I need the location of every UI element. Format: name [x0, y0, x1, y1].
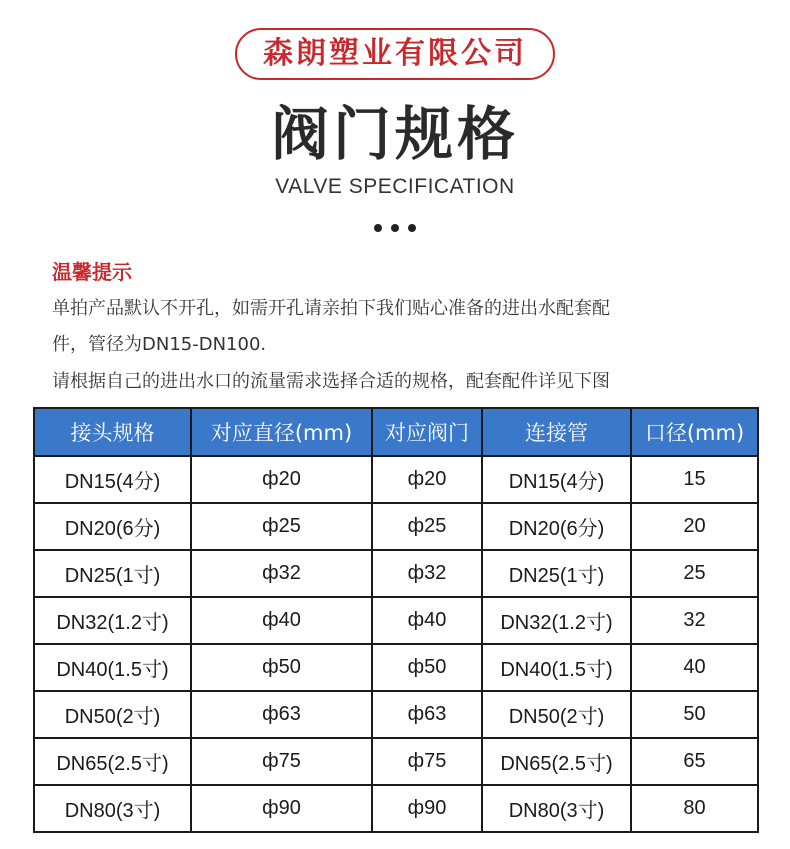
brand-badge-wrap: [0, 28, 790, 80]
table-cell: ф50: [191, 644, 372, 691]
column-header: 对应直径(mm): [191, 408, 372, 456]
spec-table-head: [34, 408, 758, 456]
dot-icon: [374, 224, 382, 232]
table-cell: ф75: [372, 738, 482, 785]
column-header: 口径(mm): [631, 408, 758, 456]
table-header-row: [34, 408, 758, 456]
table-cell: 40: [631, 644, 758, 691]
table-cell: ф40: [191, 597, 372, 644]
spec-table: [33, 407, 759, 833]
table-cell: ф40: [372, 597, 482, 644]
table-cell: DN65(2.5寸): [482, 738, 631, 785]
tips-line-3: 请根据自己的进出水口的流量需求选择合适的规格，配套配件详见下图: [52, 371, 610, 392]
table-cell: 15: [631, 456, 758, 503]
table-cell: ф20: [372, 456, 482, 503]
page-subtitle: VALVE SPECIFICATION: [275, 175, 515, 198]
table-cell: ф32: [191, 550, 372, 597]
tips-heading: 温馨提示: [52, 260, 132, 284]
table-cell: DN65(2.5寸): [34, 738, 191, 785]
table-cell: ф90: [372, 785, 482, 832]
column-header: 对应阀门: [372, 408, 482, 456]
table-cell: DN50(2寸): [34, 691, 191, 738]
ellipsis-decoration: [0, 224, 790, 232]
table-row: [34, 738, 758, 785]
tips-line-2: 件，管径为DN15-DN100.: [52, 334, 267, 355]
table-cell: ф25: [372, 503, 482, 550]
table-cell: DN40(1.5寸): [482, 644, 631, 691]
table-cell: 65: [631, 738, 758, 785]
table-cell: 80: [631, 785, 758, 832]
table-row: [34, 691, 758, 738]
table-cell: 25: [631, 550, 758, 597]
table-cell: DN20(6分): [482, 503, 631, 550]
table-cell: DN50(2寸): [482, 691, 631, 738]
table-cell: DN25(1寸): [482, 550, 631, 597]
table-cell: DN80(3寸): [482, 785, 631, 832]
table-row: [34, 503, 758, 550]
table-row: [34, 597, 758, 644]
table-cell: ф25: [191, 503, 372, 550]
table-cell: 32: [631, 597, 758, 644]
table-cell: ф50: [372, 644, 482, 691]
table-cell: DN15(4分): [34, 456, 191, 503]
table-row: [34, 456, 758, 503]
dot-icon: [408, 224, 416, 232]
page-title: 阀门规格: [270, 100, 519, 168]
column-header: 接头规格: [34, 408, 191, 456]
table-cell: DN40(1.5寸): [34, 644, 191, 691]
column-header: 连接管: [482, 408, 631, 456]
table-cell: DN32(1.2寸): [34, 597, 191, 644]
table-cell: DN20(6分): [34, 503, 191, 550]
dot-icon: [391, 224, 399, 232]
table-row: [34, 644, 758, 691]
table-cell: DN80(3寸): [34, 785, 191, 832]
table-cell: ф90: [191, 785, 372, 832]
table-row: [34, 785, 758, 832]
spec-table-body: [34, 456, 758, 832]
brand-name: 森朗塑业有限公司: [235, 28, 555, 80]
tips-line-1: 单拍产品默认不开孔，如需开孔请亲拍下我们贴心准备的进出水配套配: [52, 298, 610, 319]
table-cell: ф75: [191, 738, 372, 785]
table-cell: ф32: [372, 550, 482, 597]
table-cell: 50: [631, 691, 758, 738]
table-cell: ф63: [372, 691, 482, 738]
table-cell: DN25(1寸): [34, 550, 191, 597]
table-row: [34, 550, 758, 597]
table-cell: 20: [631, 503, 758, 550]
table-cell: ф63: [191, 691, 372, 738]
table-cell: DN32(1.2寸): [482, 597, 631, 644]
table-cell: ф20: [191, 456, 372, 503]
table-cell: DN15(4分): [482, 456, 631, 503]
